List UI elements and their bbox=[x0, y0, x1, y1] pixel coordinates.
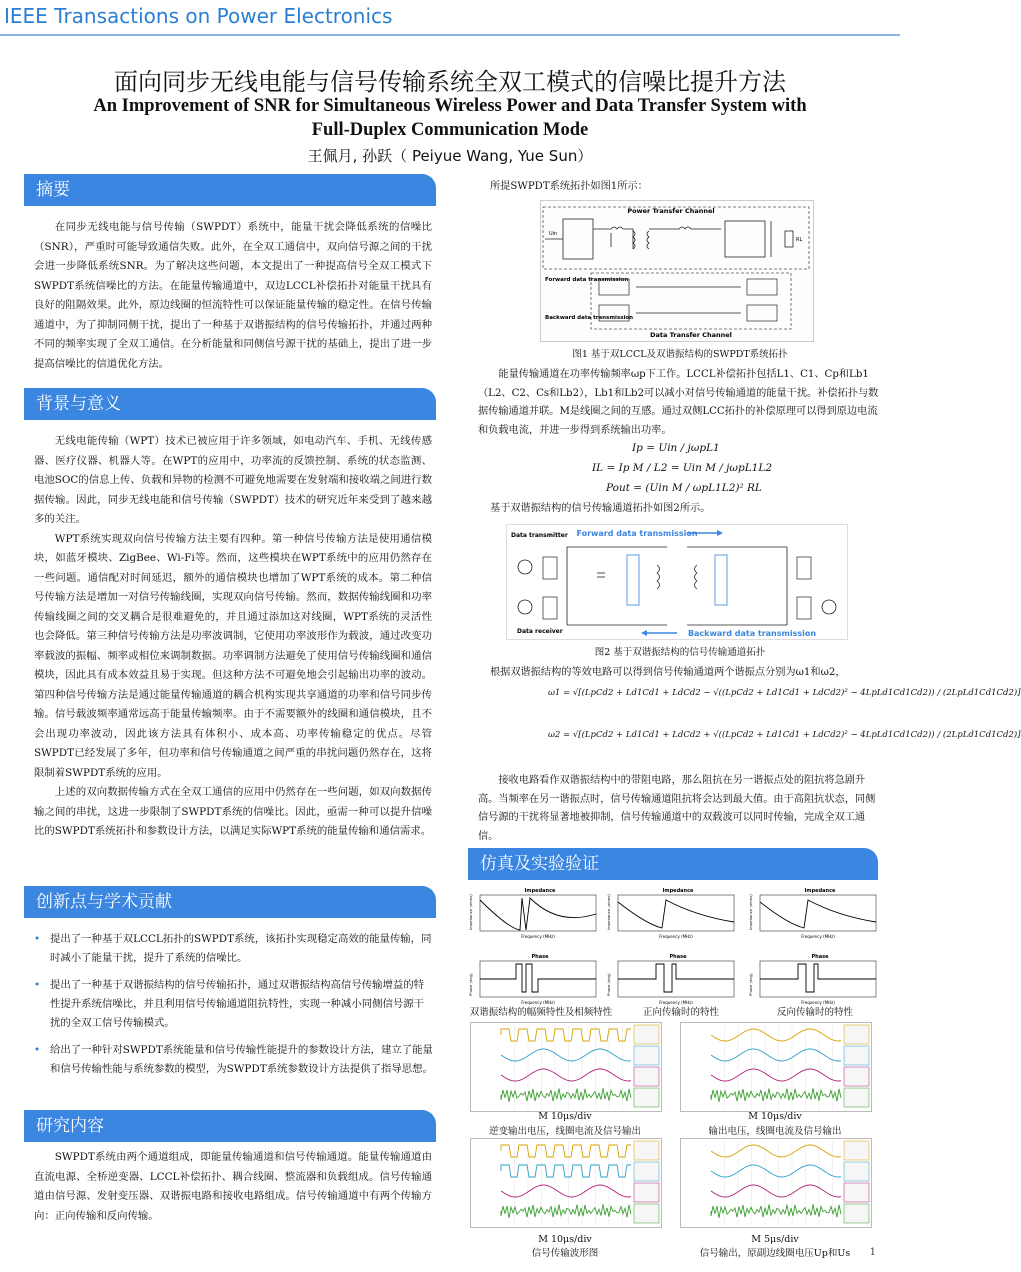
bode-caption-1: 双谐振结构的幅频特性及相频特性 bbox=[469, 1007, 613, 1018]
fig1-backward-label: Backward data transmission bbox=[545, 315, 634, 321]
phase-plot bbox=[606, 952, 738, 1006]
oscilloscope-panel bbox=[470, 1022, 662, 1112]
title-english-line1: An Improvement of SNR for Simultaneous Wireless Power and Data Transfer System with bbox=[93, 96, 807, 116]
scope-trace bbox=[501, 1069, 631, 1081]
background-text bbox=[34, 432, 432, 842]
scope-time-3: M 10μs/div bbox=[538, 1234, 592, 1245]
scope-caption-4: 信号输出，原副边线圈电压Up和Us bbox=[699, 1248, 851, 1259]
scope-trace bbox=[711, 1165, 841, 1177]
resonant-frequency-intro: 根据双谐振结构的等效电路可以得到信号传输通道两个谐振点分别为ω1和ω2， bbox=[490, 667, 846, 678]
scope-channel-box bbox=[634, 1088, 659, 1107]
scope-trace bbox=[501, 1145, 631, 1157]
impedance-plot bbox=[606, 886, 738, 940]
plot-xlabel: Frequency (MHz) bbox=[801, 934, 835, 939]
plot-curve bbox=[480, 964, 596, 992]
section-header-background: 背景与意义 bbox=[24, 388, 436, 420]
scope-channel-box bbox=[844, 1067, 869, 1086]
impedance-plot bbox=[748, 886, 880, 940]
impedance-plot bbox=[468, 886, 600, 940]
research-text bbox=[34, 1148, 432, 1226]
fig1-data-label: Data Transfer Channel bbox=[650, 331, 732, 339]
scope-channel-box bbox=[634, 1141, 659, 1160]
plot-ylabel: Phase (deg) bbox=[468, 973, 473, 996]
scope-trace bbox=[711, 1204, 841, 1218]
plot-ylabel: Phase (deg) bbox=[606, 973, 611, 996]
plot-title: Phase bbox=[811, 954, 829, 960]
journal-name: IEEE Transactions on Power Electronics bbox=[4, 4, 393, 28]
section-header-innovation: 创新点与学术贡献 bbox=[24, 886, 436, 918]
fig1-forward-label: Forward data transmission bbox=[545, 277, 629, 283]
equation-omega1: ω1 = √[(LpCd2 + Ld1Cd1 + LdCd2 − √((LpCd2 + Ld1Cd1 + LdCd2)² − 4LpLd1Cd1Cd2)) / (2LpLd1Cd1Cd2)] bbox=[548, 688, 1021, 698]
scope-channel-box bbox=[634, 1025, 659, 1044]
plot-title: Phase bbox=[531, 954, 549, 960]
abstract-text bbox=[34, 218, 432, 374]
scope-trace bbox=[711, 1145, 841, 1157]
scope-time-1: M 10μs/div bbox=[538, 1111, 592, 1122]
bode-caption-3: 反向传输时的特性 bbox=[776, 1007, 853, 1018]
scope-channel-box bbox=[634, 1067, 659, 1086]
scope-caption-1: 逆变输出电压，线圈电流及信号输出 bbox=[488, 1126, 641, 1137]
scope-channel-box bbox=[844, 1183, 869, 1202]
plot-xlabel: Frequency (MHz) bbox=[521, 1000, 555, 1005]
section-header-simulation: 仿真及实验验证 bbox=[468, 848, 878, 880]
scope-caption-2: 输出电压，线圈电流及信号输出 bbox=[708, 1126, 842, 1137]
plot-title: Impedance bbox=[804, 888, 836, 894]
scope-trace bbox=[501, 1088, 631, 1102]
background-paragraph-1: 无线电能传输（WPT）技术已被应用于许多领域，如电动汽车、手机、无线传感器、医疗仪器、机器人等。在WPT的应用中，功率流的反馈控制、系统的状态监测、电池SOC的信息上传、负载和异物的检测不可避免地需要在发射端和接收端之间进行数据传输。因此，同步无线电能和信号传输（SWPDT）技术的研究近年来受到了越来越多的关注。 bbox=[34, 435, 432, 525]
scope-time-4: M 5μs/div bbox=[751, 1234, 799, 1245]
topology-intro: 所提SWPDT系统拓扑如图1所示： bbox=[490, 181, 648, 192]
plot-title: Impedance bbox=[662, 888, 694, 894]
innovation-list bbox=[30, 930, 434, 1087]
plot-curve bbox=[480, 898, 596, 930]
svg-text:Uin: Uin bbox=[549, 231, 558, 237]
equation-omega2: ω2 = √[(LpCd2 + Ld1Cd1 + LdCd2 + √((LpCd2 + Ld1Cd1 + LdCd2)² − 4LpLd1Cd1Cd2)) / (2LpLd1Cd1Cd2)] bbox=[548, 730, 1021, 740]
equation-il: IL = Ip M / L2 = Uin M / jωpL1L2 bbox=[592, 462, 773, 474]
scope-channel-box bbox=[634, 1162, 659, 1181]
scope-trace bbox=[711, 1088, 841, 1102]
plot-ylabel: Impedance (ohms) bbox=[468, 894, 473, 930]
fig2-backward-label: Backward data transmission bbox=[687, 629, 817, 638]
bode-caption-2: 正向传输时的特性 bbox=[642, 1007, 719, 1018]
plot-xlabel: Frequency (MHz) bbox=[521, 934, 555, 939]
page-number: 1 bbox=[869, 1247, 876, 1258]
abstract-paragraph: 在同步无线电能与信号传输（SWPDT）系统中，能量干扰会降低系统的信噪比（SNR），严重时可能导致通信失败。此外，在全双工通信中，双向信号源之间的干扰会进一步降低系统SNR。为了解决这些问题，本文提出了一种提高信号全双工模式下SWPDT系统信噪比的方法。在能量传输通道中，双边LCCL补偿拓扑对能量干扰具有良好的阻隔效果。此外，原边线圈的恒流特性可以保证能量传输的稳定性。在信号传输通道中，为了抑制同侧干扰，提出了一种基于双谐振结构的信号传输拓扑，并通过两种不同的频率实现了全双工通信。在分析能量和同侧信号源干扰的基础上，提出了进一步提高信噪比的信道优化方法。 bbox=[34, 221, 432, 370]
scope-trace bbox=[501, 1204, 631, 1218]
scope-channel-box bbox=[844, 1088, 869, 1107]
plot-curve bbox=[760, 900, 876, 928]
scope-channel-box bbox=[844, 1025, 869, 1044]
background-paragraph-2: WPT系统实现双向信号传输方法主要有四种。第一种信号传输方法是使用通信模块，如蓝牙模块、ZigBee、Wi-Fi等。然而，这些模块在WPT系统中的应用仍然存在一些问题。通信配对时间延迟，额外的通信模块也增加了WPT系统的成本。第二种信号传输方法是增加一对信号传输线圈，实现双向信号传输。然而，数据传输线圈和功率传输线圈之间的交叉耦合是很难避免的，并且通过添加这对线圈，WPT系统的灵活性也会降低。第三种信号传输方法是功率波调制，它使用功率波形作为载波，通过改变功率载波的振幅、频率或相位来调制数据。功率调制方法避免了使用信号传输线圈和通信模块，因此具有成本效益且易于实现。但这种方法不可避免地会引起输出功率的波动。第四种信号传输方法是通过能量传输通道的耦合机构实现共享通道的功率和信号同步传输。信号载波频率通常远高于能量传输频率。由于不需要额外的线圈和通信模块，且不会出现功率波动，因此该方法具有体积小、成本高、功率传输稳定的优点。尽管SWPDT已经发展了多年，但功率和信号传输通道之间严重的串扰问题仍然存在，这将限制着SWPDT系统的应用。 bbox=[34, 532, 432, 779]
background-paragraph-3: 上述的双向数据传输方式在全双工通信的应用中仍然存在一些问题，如双向数据传输之间的串扰，这进一步限制了SWPDT系统的信噪比。因此，亟需一种可以提升信噪比的SWPDT系统拓扑和参数设计方法，以满足实际WPT系统的能量传输和通信需求。 bbox=[34, 786, 432, 837]
plot-xlabel: Frequency (MHz) bbox=[659, 1000, 693, 1005]
plot-ylabel: Impedance (ohms) bbox=[606, 894, 611, 930]
scope-trace bbox=[711, 1069, 841, 1081]
scope-trace bbox=[501, 1165, 631, 1177]
phase-plot bbox=[748, 952, 880, 1006]
title-english bbox=[0, 94, 900, 142]
scope-channel-box bbox=[634, 1204, 659, 1223]
section-header-research: 研究内容 bbox=[24, 1110, 436, 1142]
equation-ip: Ip = Uin / jωpL1 bbox=[632, 442, 720, 454]
plot-title: Phase bbox=[669, 954, 687, 960]
section-header-abstract: 摘要 bbox=[24, 174, 436, 206]
oscilloscope-panel bbox=[680, 1022, 872, 1112]
research-paragraph: SWPDT系统由两个通道组成，即能量传输通道和信号传输通道。能量传输通道由直流电源、全桥逆变器、LCCL补偿拓扑、耦合线圈、整流器和负载组成。信号传输通道由信号源、发射变压器、双谐振电路和接收电路组成。信号传输通道中有两个传输方向：正向传输和反向传输。 bbox=[34, 1151, 432, 1222]
fig2-receiver-label: Data receiver bbox=[517, 628, 563, 635]
fig1-power-label: Power Transfer Channel bbox=[627, 207, 715, 215]
innovation-item: • 提出了一种基于双LCCL拓扑的SWPDT系统，该拓扑实现稳定高效的能量传输，同时减小了能量干扰，提升了系统的信噪比。 bbox=[30, 930, 434, 968]
scope-channel-box bbox=[844, 1046, 869, 1065]
title-chinese: 面向同步无线电能与信号传输系统全双工模式的信噪比提升方法 bbox=[114, 68, 786, 96]
plot-curve bbox=[760, 964, 876, 992]
innovation-item: • 给出了一种针对SWPDT系统能量和信号传输性能提升的参数设计方法，建立了能量和信号传输性能与系统参数的模型，为SWPDT系统参数设计方法提供了指导思想。 bbox=[30, 1041, 434, 1079]
scope-trace bbox=[501, 1029, 631, 1041]
oscilloscope-panel bbox=[680, 1138, 872, 1228]
header-divider bbox=[0, 34, 900, 36]
title-english-line2: Full-Duplex Communication Mode bbox=[311, 120, 589, 140]
dual-resonant-intro: 基于双谐振结构的信号传输通道拓扑如图2所示。 bbox=[490, 503, 711, 514]
scope-trace bbox=[711, 1029, 841, 1041]
scope-caption-3: 信号传输波形图 bbox=[531, 1248, 599, 1259]
scope-channel-box bbox=[634, 1046, 659, 1065]
scope-trace bbox=[711, 1049, 841, 1061]
plot-xlabel: Frequency (MHz) bbox=[801, 1000, 835, 1005]
figure2-topology bbox=[506, 524, 848, 640]
figure1-caption: 图1 基于双LCCL及双谐振结构的SWPDT系统拓扑 bbox=[572, 349, 788, 360]
plot-title: Impedance bbox=[524, 888, 556, 894]
plot-frame bbox=[760, 895, 876, 931]
fig2-transmitter-label: Data transmitter bbox=[511, 532, 568, 539]
equation-pout: Pout = (Uin M / ωpL1L2)² RL bbox=[606, 482, 762, 494]
plot-ylabel: Impedance (ohms) bbox=[748, 894, 753, 930]
plot-curve bbox=[618, 900, 734, 928]
scope-trace bbox=[711, 1185, 841, 1197]
scope-channel-box bbox=[844, 1204, 869, 1223]
energy-channel-text: 能量传输通道在功率传输频率ωp下工作。LCCL补偿拓扑包括L1、C1、Cp和Lb1（L2、C2、Cs和Lb2），Lb1和Lb2可以减小对信号传输通道的能量干扰。补偿拓扑与数据传输通道并联。M是线圈之间的互感。通过双侧LCC拓扑的补偿原理可以得到原边电流和负载电流，并进一步得到系统输出功率。 bbox=[478, 369, 879, 436]
scope-channel-box bbox=[634, 1183, 659, 1202]
receiver-text: 接收电路看作双谐振结构中的带阻电路，那么阻抗在另一谐振点处的阻抗将急剧升高。当频率在另一谐振点时，信号传输通道阻抗将会达到最大值。由于高阻抗状态，同侧信号源的干扰将显著地被抑制，信号传输通道中的双载波可以同时传输，完成全双工通信。 bbox=[478, 775, 876, 842]
scope-trace bbox=[501, 1185, 631, 1197]
plot-frame bbox=[480, 895, 596, 931]
plot-ylabel: Phase (deg) bbox=[748, 973, 753, 996]
fig2-forward-label: Forward data transmission bbox=[576, 529, 698, 538]
svg-text:RL: RL bbox=[796, 237, 803, 243]
plot-frame bbox=[618, 895, 734, 931]
scope-trace bbox=[501, 1049, 631, 1061]
scope-time-2: M 10μs/div bbox=[748, 1111, 802, 1122]
authors: 王佩月, 孙跃（ Peiyue Wang, Yue Sun） bbox=[307, 147, 593, 165]
innovation-item: • 提出了一种基于双谐振结构的信号传输拓扑，通过双谐振结构高信号传输增益的特性提升系统信噪比，并且利用信号传输通道阻抗特性，实现一种减小同侧信号源干扰的全双工信号传输模式。 bbox=[30, 976, 434, 1033]
plot-curve bbox=[618, 964, 734, 992]
oscilloscope-panel bbox=[470, 1138, 662, 1228]
phase-plot bbox=[468, 952, 600, 1006]
scope-channel-box bbox=[844, 1162, 869, 1181]
scope-channel-box bbox=[844, 1141, 869, 1160]
figure1-topology bbox=[540, 200, 814, 342]
plot-xlabel: Frequency (MHz) bbox=[659, 934, 693, 939]
figure2-caption: 图2 基于双谐振结构的信号传输通道拓扑 bbox=[594, 647, 766, 658]
